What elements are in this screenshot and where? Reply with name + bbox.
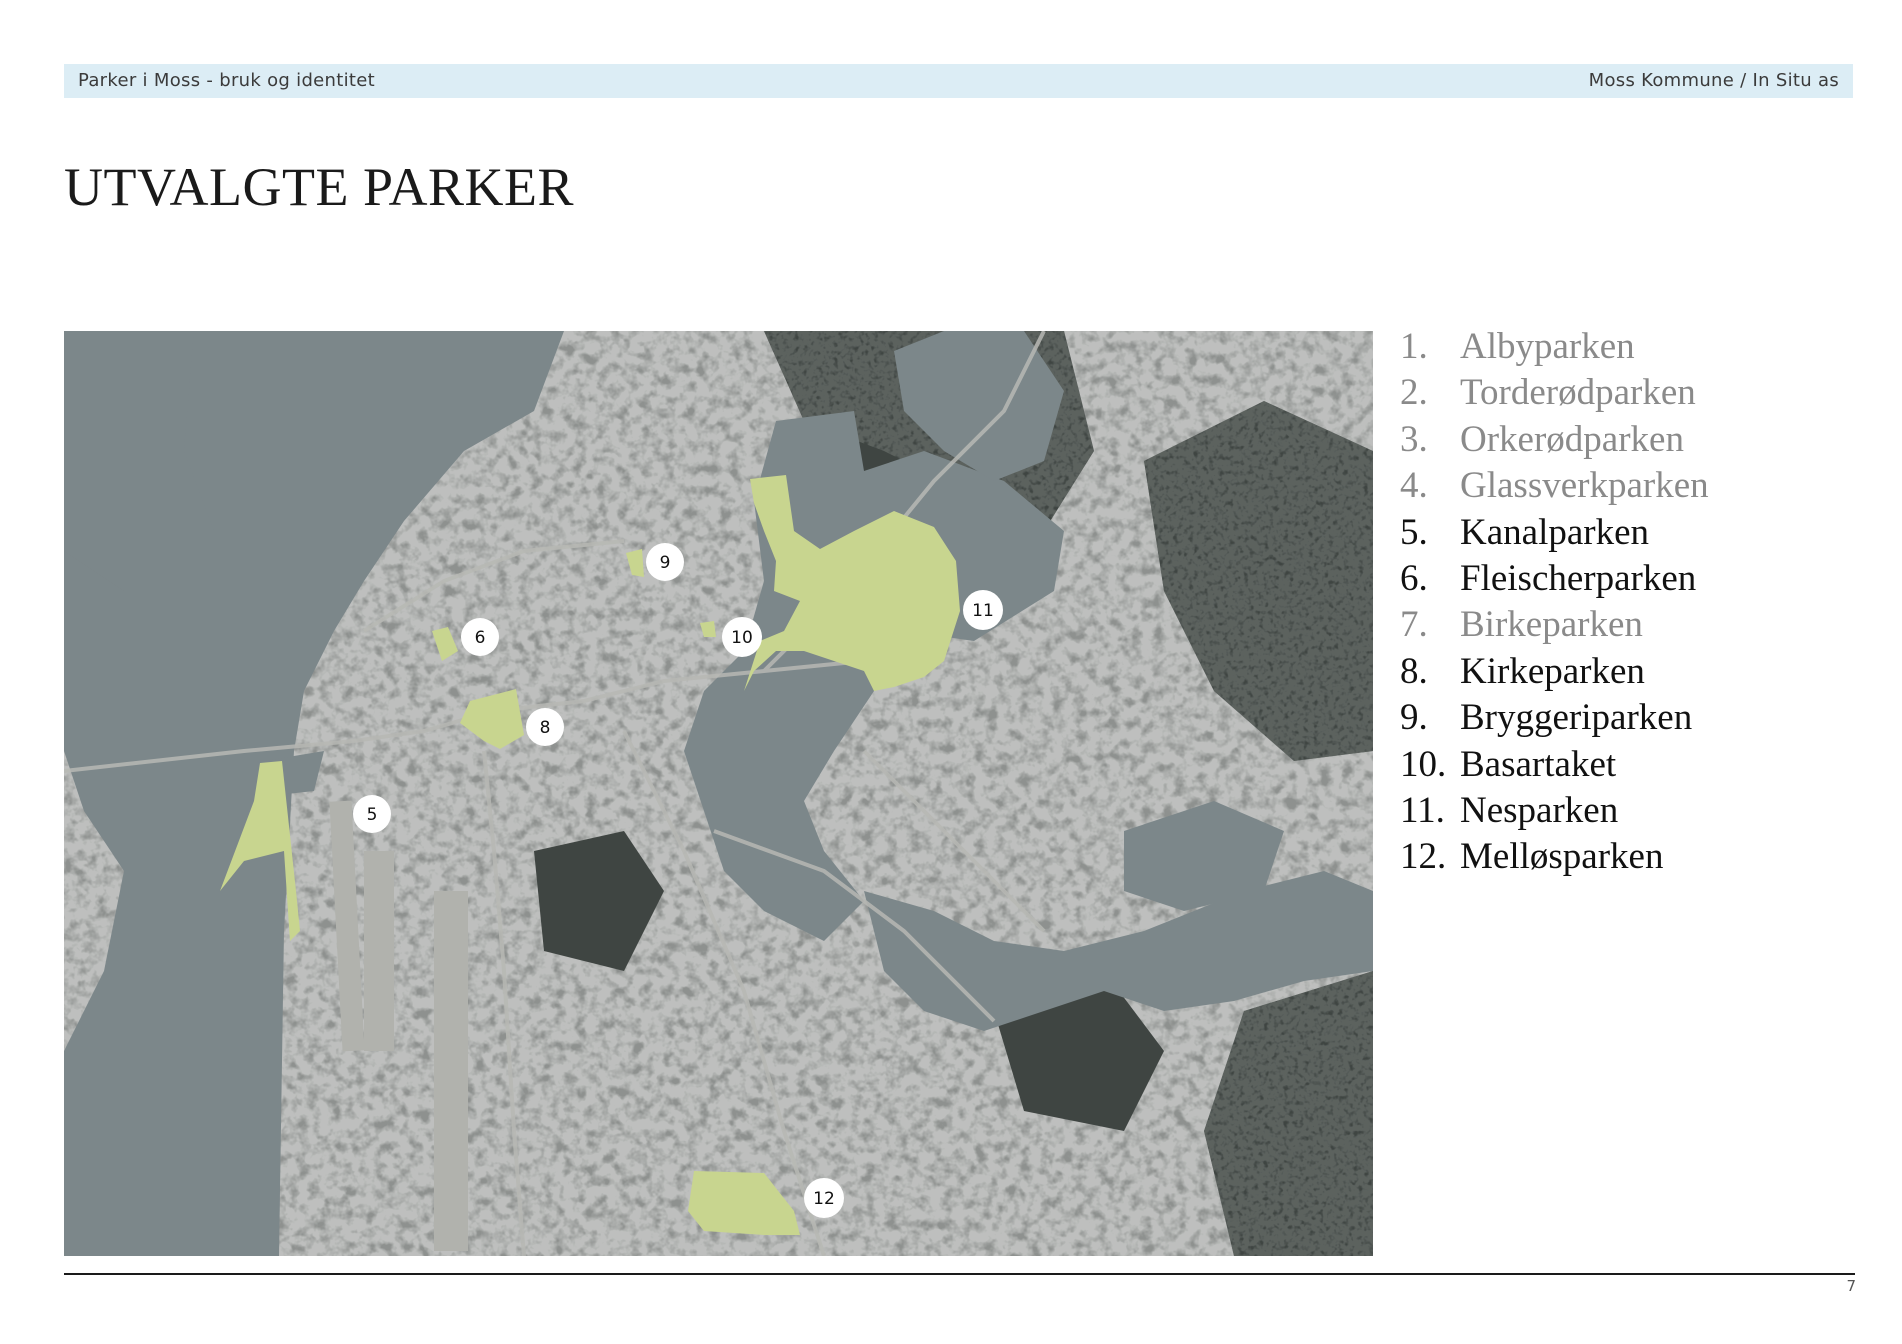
map-marker-6 (461, 618, 499, 656)
park-list-item (1400, 324, 1709, 370)
park-number: 4. (1400, 465, 1428, 507)
park-number: 9. (1400, 697, 1428, 739)
park-name: Glassverkparken (1460, 465, 1709, 507)
park-number: 11. (1400, 790, 1445, 832)
park-name: Albyparken (1460, 326, 1635, 367)
park-list-item (1400, 649, 1709, 695)
svg-text:11: 11 (972, 601, 994, 621)
park-name: Orkerødparken (1460, 418, 1684, 460)
map-marker-9 (646, 543, 684, 581)
park-list-item (1400, 370, 1709, 416)
park-number: 1. (1400, 326, 1428, 367)
park-number: 12. (1400, 836, 1447, 878)
svg-text:5: 5 (366, 805, 378, 825)
park-list-item (1400, 463, 1709, 509)
park-list-item (1400, 510, 1709, 556)
park-name: Basartaket (1460, 743, 1617, 785)
svg-text:10: 10 (731, 628, 753, 648)
park-list-item (1400, 417, 1709, 463)
park-name: Nesparken (1460, 790, 1619, 832)
page-title: UTVALGTE PARKER (64, 157, 575, 217)
park-number: 10. (1400, 743, 1447, 785)
park-list-item (1400, 788, 1709, 834)
park-list-item (1400, 556, 1709, 602)
svg-text:6: 6 (474, 628, 486, 648)
park-name: Fleischerparken (1460, 558, 1697, 600)
svg-text:9: 9 (659, 553, 671, 573)
header-document-title: Parker i Moss - bruk og identitet (78, 70, 376, 91)
map-marker-11 (963, 590, 1003, 630)
svg-text:8: 8 (539, 718, 551, 738)
park-number: 6. (1400, 558, 1428, 600)
map-marker-12 (804, 1178, 844, 1218)
park-name: Birkeparken (1460, 604, 1643, 646)
footer-rule (64, 1273, 1855, 1275)
park-name: Melløsparken (1460, 836, 1664, 878)
header-publisher: Moss Kommune / In Situ as (1588, 70, 1839, 91)
park-number: 5. (1400, 511, 1428, 553)
park-list-item (1400, 695, 1709, 741)
park-list (1400, 324, 1709, 881)
map-marker-8 (526, 708, 564, 746)
park-number: 2. (1400, 372, 1428, 414)
aerial-map (64, 331, 1373, 1256)
park-number: 8. (1400, 650, 1428, 692)
page-number: 7 (1846, 1277, 1856, 1295)
park-name: Torderødparken (1460, 372, 1696, 414)
park-list-item (1400, 834, 1709, 880)
park-name: Kirkeparken (1460, 650, 1645, 692)
park-list-item (1400, 602, 1709, 648)
park-name: Bryggeriparken (1460, 697, 1693, 739)
park-number: 3. (1400, 418, 1428, 460)
map-marker-5 (353, 795, 391, 833)
map-marker-10 (722, 617, 762, 657)
header-bar (64, 64, 1853, 98)
svg-text:12: 12 (813, 1189, 835, 1209)
park-list-item (1400, 742, 1709, 788)
park-name: Kanalparken (1460, 511, 1650, 553)
park-number: 7. (1400, 604, 1428, 646)
